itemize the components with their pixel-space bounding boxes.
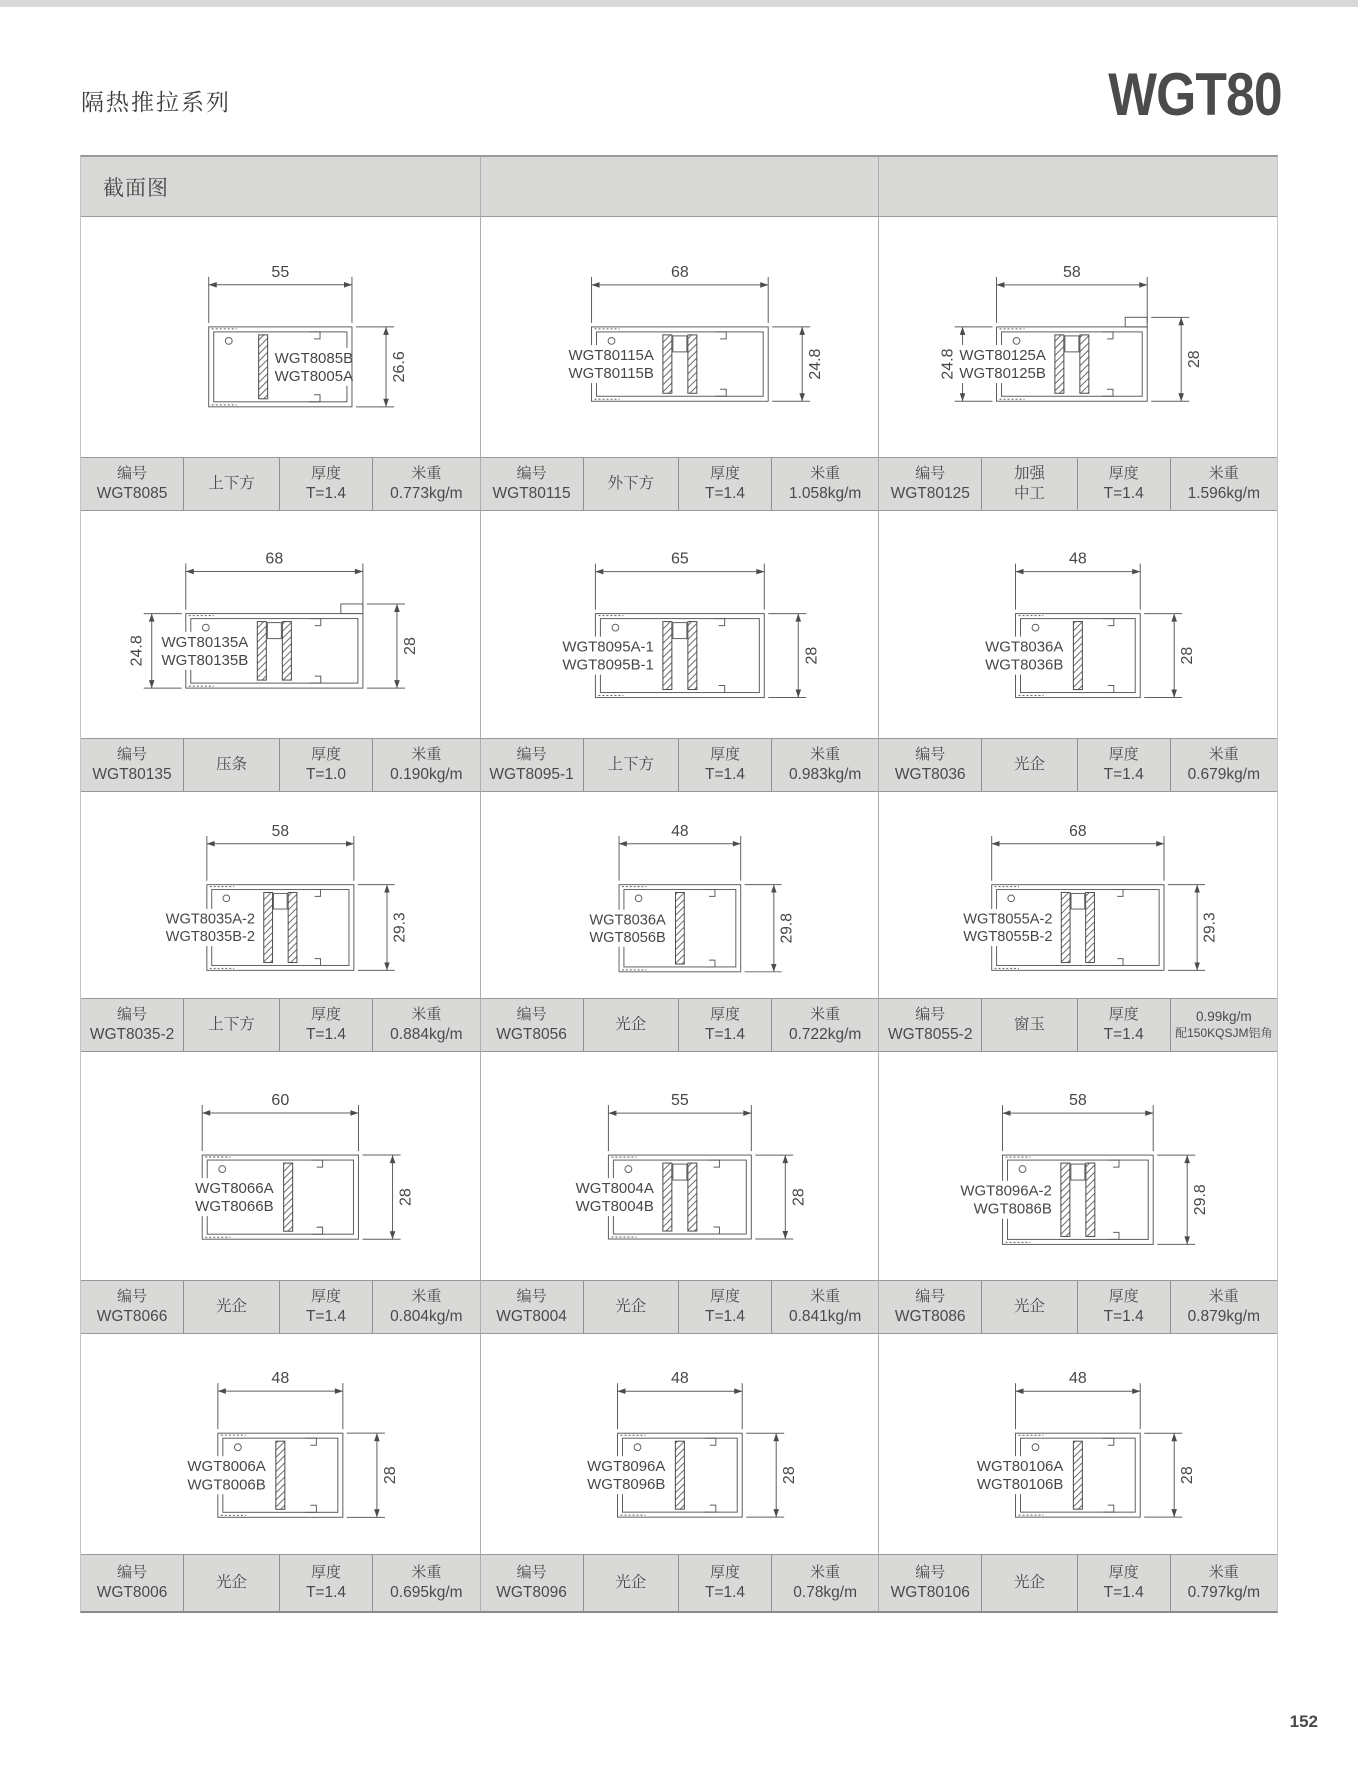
spec-code-value: WGT80125: [890, 484, 970, 502]
spec-thickness-value: T=1.4: [305, 1025, 347, 1043]
spec-thickness-header: 厚度: [310, 1563, 341, 1581]
spec-thickness-header: 厚度: [310, 1005, 341, 1023]
spec-type-cell: [583, 1555, 679, 1611]
profile-cross-section-figure: [487, 514, 873, 734]
spec-thickness-value: T=1.4: [704, 1307, 746, 1325]
spec-thickness-value: T=1.4: [1103, 484, 1144, 502]
profile-label-b: WGT8096B: [586, 1476, 666, 1494]
spec-thickness-header: 厚度: [1108, 1287, 1139, 1305]
spec-type-value: 上下方: [607, 755, 655, 773]
spec-strip: [81, 738, 480, 792]
spec-code-header: 编号: [516, 1563, 547, 1581]
profile-label-b: WGT80125B: [959, 364, 1047, 382]
profile-label-b: WGT8086B: [973, 1201, 1053, 1219]
profile-label-a: WGT8055A-2: [963, 911, 1053, 928]
spec-code-cell: [481, 999, 583, 1051]
spec-weight-header: 米重: [810, 1563, 841, 1581]
dim-height: 28: [1186, 349, 1204, 368]
table-header-section: [81, 157, 480, 217]
spec-type-cell: [981, 739, 1077, 791]
spec-weight-value: 0.797kg/m: [1187, 1583, 1260, 1601]
spec-weight-cell: [1170, 739, 1277, 791]
model-code: WGT80: [1108, 61, 1282, 128]
dim-height: 29.8: [777, 913, 795, 944]
spec-strip: [480, 457, 879, 511]
spec-code-value: WGT8095-1: [489, 765, 574, 783]
spec-code-cell: [81, 458, 183, 510]
profile-label-a: WGT8006A: [187, 1458, 266, 1476]
profile-cross-section-figure: [87, 1055, 474, 1276]
dim-height: 28: [780, 1466, 798, 1485]
spec-weight-value: 0.841kg/m: [788, 1307, 862, 1325]
spec-strip: [878, 998, 1277, 1052]
spec-thickness-cell: [1077, 739, 1170, 791]
profile-cross-section-figure: [885, 1055, 1271, 1276]
spec-weight-header: 米重: [411, 1005, 442, 1023]
spec-weight-header: 米重: [411, 1563, 442, 1581]
spec-type-value: 光企: [1013, 755, 1045, 773]
spec-thickness-header: 厚度: [310, 745, 341, 763]
spec-thickness-value: T=1.4: [704, 1025, 746, 1043]
spec-weight-value: 0.722kg/m: [788, 1025, 862, 1043]
spec-thickness-header: 厚度: [1108, 745, 1139, 763]
spec-type-cell: [183, 1555, 279, 1611]
spec-weight-value: 0.78kg/m: [793, 1583, 858, 1601]
spec-code-cell: [481, 1281, 583, 1333]
spec-thickness-header: 厚度: [1108, 1005, 1139, 1023]
dim-height: 28: [1179, 647, 1197, 665]
spec-strip: [81, 1554, 480, 1611]
spec-thickness-cell: [279, 999, 372, 1051]
profile-label-b: WGT8036B: [985, 656, 1064, 674]
spec-thickness-header: 厚度: [710, 464, 741, 482]
spec-code-header: 编号: [117, 464, 148, 482]
section-header-label: 截面图: [103, 176, 169, 200]
spec-weight-value: 0.695kg/m: [390, 1583, 463, 1601]
spec-strip: [480, 1554, 879, 1611]
spec-code-value: WGT80135: [92, 765, 172, 783]
table-header-col3: [878, 157, 1277, 217]
section-diagram-cell: [878, 792, 1277, 998]
profile-cross-section-figure: [885, 1337, 1271, 1550]
spec-thickness-value: T=1.4: [305, 484, 347, 502]
spec-type-cell: [583, 458, 679, 510]
dim-width: 55: [271, 262, 290, 281]
spec-thickness-value: T=1.4: [1103, 1583, 1144, 1601]
dim-height: 28: [380, 1466, 399, 1485]
page-top-strip: [0, 0, 1358, 7]
section-diagram-cell: [878, 1052, 1277, 1280]
spec-thickness-cell: [1077, 1281, 1170, 1333]
spec-weight-cell: [372, 1281, 480, 1333]
spec-code-header: 编号: [915, 745, 946, 763]
profile-label-b: WGT80115B: [568, 364, 654, 382]
dim-width: 68: [265, 549, 284, 568]
dim-width: 48: [1069, 1370, 1088, 1388]
spec-code-value: WGT8035-2: [89, 1025, 175, 1043]
spec-code-cell: [879, 1555, 981, 1611]
section-diagram-cell: [81, 1334, 480, 1554]
dim-height: 29.8: [1192, 1184, 1210, 1216]
spec-thickness-header: 厚度: [710, 1005, 741, 1023]
spec-thickness-header: 厚度: [1108, 464, 1139, 482]
spec-weight-cell: [771, 1281, 878, 1333]
spec-type-cell: [183, 739, 279, 791]
spec-code-header: 编号: [915, 1563, 946, 1581]
spec-type-cell: [981, 1281, 1077, 1333]
spec-thickness-value: T=1.4: [1103, 1307, 1144, 1325]
spec-thickness-header: 厚度: [1108, 1563, 1139, 1581]
spec-code-header: 编号: [117, 745, 148, 763]
spec-weight-header: 米重: [1208, 745, 1239, 763]
profile-label-b: WGT8006B: [187, 1476, 266, 1494]
spec-weight-cell: [771, 458, 878, 510]
dim-width: 65: [670, 551, 689, 569]
spec-weight-header: 米重: [411, 745, 442, 763]
spec-weight-cell: [771, 739, 878, 791]
profile-label-a: WGT8085B: [274, 349, 354, 367]
dim-height: 28: [802, 647, 820, 665]
spec-weight-cell: [771, 1555, 878, 1611]
profile-label-a: WGT8096A: [586, 1458, 666, 1476]
spec-weight-header: 米重: [810, 464, 841, 482]
spec-code-header: 编号: [915, 1287, 946, 1305]
spec-weight-header: 米重: [1208, 1563, 1239, 1581]
spec-code-cell: [81, 1555, 183, 1611]
spec-weight-header: 米重: [810, 745, 841, 763]
spec-type-value: 加强: [1013, 464, 1045, 482]
spec-code-value: WGT8085: [96, 484, 168, 502]
spec-thickness-cell: [279, 1281, 372, 1333]
spec-thickness-value: T=1.0: [305, 765, 347, 783]
profile-cross-section-figure: [87, 221, 474, 454]
profile-label-b: WGT8004B: [575, 1198, 654, 1216]
section-diagram-cell: [878, 1334, 1277, 1554]
spec-code-value: WGT8056: [496, 1025, 567, 1043]
spec-code-cell: [879, 739, 981, 791]
profile-label-b: WGT8066B: [195, 1198, 274, 1216]
spec-strip: [480, 998, 879, 1052]
spec-type-cell: [583, 739, 679, 791]
spec-thickness-cell: [678, 1281, 771, 1333]
spec-thickness-header: 厚度: [710, 1563, 741, 1581]
profile-label-b: WGT8056B: [589, 929, 666, 946]
spec-thickness-cell: [678, 739, 771, 791]
dim-width: 55: [670, 1092, 689, 1110]
spec-type-cell: [183, 1281, 279, 1333]
profile-cross-section-figure: [87, 514, 474, 734]
dim-height: 28: [396, 1188, 415, 1207]
spec-thickness-cell: [678, 999, 771, 1051]
spec-weight-value: 0.679kg/m: [1187, 765, 1260, 783]
spec-code-cell: [81, 739, 183, 791]
spec-type-cell: [183, 458, 279, 510]
spec-code-cell: [81, 999, 183, 1051]
profile-cross-section-figure: [487, 221, 873, 454]
section-diagram-cell: [480, 792, 879, 998]
spec-weight-cell: [1170, 1281, 1277, 1333]
spec-thickness-value: T=1.4: [704, 484, 746, 502]
spec-weight-value: 0.884kg/m: [390, 1025, 463, 1043]
spec-thickness-cell: [279, 739, 372, 791]
spec-weight-header: 米重: [411, 464, 442, 482]
spec-code-value: WGT8055-2: [888, 1025, 973, 1043]
spec-code-value: WGT8006: [96, 1583, 168, 1601]
spec-weight-cell: [1170, 1555, 1277, 1611]
spec-thickness-cell: [279, 458, 372, 510]
spec-weight-value: 0.99kg/m: [1196, 1009, 1252, 1025]
spec-strip: [480, 1280, 879, 1334]
spec-code-cell: [81, 1281, 183, 1333]
spec-weight-header: 米重: [1208, 464, 1239, 482]
dim-width: 48: [1069, 551, 1088, 569]
spec-weight-value: 1.058kg/m: [788, 484, 862, 502]
spec-code-cell: [481, 739, 583, 791]
profile-label-a: WGT8066A: [195, 1180, 274, 1198]
spec-weight-value: 0.190kg/m: [390, 765, 463, 783]
profile-cross-section-figure: [87, 1337, 474, 1550]
spec-code-value: WGT8096: [496, 1583, 567, 1601]
spec-thickness-value: T=1.4: [305, 1307, 347, 1325]
spec-thickness-cell: [678, 1555, 771, 1611]
dim-height: 26.6: [390, 350, 409, 383]
spec-thickness-cell: [1077, 458, 1170, 510]
spec-type-value: 光企: [615, 1015, 647, 1033]
section-diagram-cell: [878, 217, 1277, 457]
spec-code-value: WGT80106: [890, 1583, 970, 1601]
profile-label-a: WGT8004A: [575, 1180, 654, 1198]
spec-thickness-cell: [1077, 999, 1170, 1051]
spec-weight-cell: [372, 458, 480, 510]
spec-weight-value: 1.596kg/m: [1187, 484, 1260, 502]
spec-code-value: WGT8004: [496, 1307, 567, 1325]
spec-code-header: 编号: [915, 464, 946, 482]
spec-thickness-header: 厚度: [310, 1287, 341, 1305]
spec-thickness-header: 厚度: [710, 745, 741, 763]
dim-width: 58: [1063, 263, 1082, 281]
spec-code-value: WGT8066: [96, 1307, 168, 1325]
spec-code-header: 编号: [915, 1005, 946, 1023]
profile-label-b: WGT8055B-2: [963, 929, 1053, 946]
table-header-col2: [480, 157, 879, 217]
spec-type-cell: [183, 999, 279, 1051]
spec-type-cell: [981, 458, 1077, 510]
profile-label-b: WGT80106B: [977, 1476, 1064, 1494]
dim-height: 29.3: [1202, 912, 1220, 943]
profile-cross-section-figure: [487, 1337, 873, 1550]
profile-label-b: WGT8095B-1: [561, 656, 654, 674]
dim-width: 48: [670, 823, 689, 841]
dim-width: 48: [670, 1370, 689, 1388]
spec-weight-header: 米重: [810, 1287, 841, 1305]
section-diagram-cell: [480, 1334, 879, 1554]
spec-thickness-value: T=1.4: [704, 765, 746, 783]
section-diagram-cell: [480, 511, 879, 738]
spec-weight-header: 米重: [1208, 1287, 1239, 1305]
spec-type-value: 上下方: [208, 474, 255, 492]
spec-code-cell: [879, 999, 981, 1051]
spec-code-header: 编号: [516, 464, 547, 482]
spec-weight-cell: [771, 999, 878, 1051]
dim-width: 48: [271, 1369, 290, 1388]
page-number: 152: [1289, 1712, 1318, 1731]
dim-width: 58: [271, 823, 289, 841]
profile-cross-section-figure: [885, 795, 1271, 995]
section-diagram-cell: [81, 511, 480, 738]
spec-code-cell: [481, 1555, 583, 1611]
profile-label-a: WGT8036A: [589, 912, 666, 929]
profile-table: [80, 155, 1278, 1613]
spec-weight-value: 0.983kg/m: [788, 765, 862, 783]
spec-type-value: 窗玉: [1013, 1015, 1045, 1033]
profile-label-a: WGT8095A-1: [561, 638, 654, 656]
spec-code-value: WGT8086: [894, 1307, 966, 1325]
dim-height: 28: [1179, 1466, 1197, 1485]
spec-type-value: 光企: [216, 1297, 248, 1315]
spec-thickness-value: T=1.4: [305, 1583, 347, 1601]
dim-left-height: 24.8: [939, 348, 957, 380]
spec-weight-cell: [1170, 999, 1277, 1051]
profile-label-a: WGT80135A: [161, 634, 249, 652]
spec-type-value: 光企: [615, 1297, 647, 1315]
spec-type-cell: [981, 999, 1077, 1051]
dim-height: 29.3: [391, 912, 409, 943]
spec-thickness-value: T=1.4: [1103, 765, 1144, 783]
spec-code-header: 编号: [117, 1563, 148, 1581]
spec-weight-header: 米重: [810, 1005, 841, 1023]
spec-type-cell: [583, 999, 679, 1051]
section-diagram-cell: [480, 217, 879, 457]
spec-code-value: WGT8036: [894, 765, 966, 783]
profile-cross-section-figure: [487, 1055, 873, 1276]
profile-label-b: WGT8005A: [274, 367, 354, 385]
spec-type-value: 上下方: [208, 1015, 255, 1033]
spec-code-cell: [879, 1281, 981, 1333]
spec-type-value-2: 中工: [1013, 485, 1045, 502]
spec-weight-value: 0.879kg/m: [1187, 1307, 1260, 1325]
spec-thickness-header: 厚度: [710, 1287, 741, 1305]
dim-left-height: 24.8: [127, 635, 146, 667]
spec-strip: [81, 998, 480, 1052]
spec-code-header: 编号: [516, 745, 547, 763]
dim-width: 68: [1069, 823, 1087, 841]
spec-strip: [878, 1554, 1277, 1611]
section-diagram-cell: [81, 217, 480, 457]
spec-weight-cell: [372, 1555, 480, 1611]
spec-type-value: 光企: [216, 1573, 248, 1591]
dim-height: 28: [789, 1188, 807, 1207]
spec-type-cell: [981, 1555, 1077, 1611]
spec-type-value: 外下方: [607, 474, 655, 492]
spec-type-value: 光企: [615, 1573, 647, 1591]
spec-thickness-cell: [678, 458, 771, 510]
profile-label-b: WGT80135B: [161, 652, 249, 670]
section-diagram-cell: [878, 511, 1277, 738]
spec-code-value: WGT80115: [492, 484, 571, 502]
section-diagram-cell: [81, 792, 480, 998]
spec-type-value: 光企: [1013, 1297, 1045, 1315]
spec-strip: [878, 738, 1277, 792]
spec-weight-cell: [372, 999, 480, 1051]
profile-cross-section-figure: [885, 514, 1271, 734]
spec-strip: [480, 738, 879, 792]
spec-weight-cell: [1170, 458, 1277, 510]
profile-label-a: WGT8036A: [985, 638, 1064, 656]
spec-code-header: 编号: [117, 1287, 148, 1305]
spec-code-cell: [481, 458, 583, 510]
spec-weight-value: 0.773kg/m: [390, 484, 463, 502]
section-diagram-cell: [480, 1052, 879, 1280]
spec-strip: [81, 1280, 480, 1334]
spec-strip: [878, 1280, 1277, 1334]
spec-type-cell: [583, 1281, 679, 1333]
spec-strip: [81, 457, 480, 511]
spec-code-header: 编号: [516, 1005, 547, 1023]
series-title: 隔热推拉系列: [81, 89, 231, 115]
spec-code-header: 编号: [516, 1287, 547, 1305]
spec-type-value: 压条: [216, 755, 248, 773]
spec-weight-value: 0.804kg/m: [390, 1307, 463, 1325]
profile-cross-section-figure: [87, 795, 474, 995]
profile-label-a: WGT8035A-2: [165, 911, 255, 928]
spec-thickness-cell: [279, 1555, 372, 1611]
spec-weight-note: 配150KQSJM铝角: [1175, 1025, 1273, 1040]
dim-width: 60: [271, 1091, 290, 1110]
profile-label-a: WGT80115A: [568, 346, 654, 364]
spec-type-value: 光企: [1013, 1573, 1045, 1591]
profile-cross-section-figure: [885, 221, 1271, 454]
dim-width: 58: [1069, 1092, 1088, 1110]
dim-height: 24.8: [806, 348, 824, 380]
profile-label-a: WGT80125A: [959, 346, 1047, 364]
spec-thickness-value: T=1.4: [704, 1583, 746, 1601]
spec-thickness-value: T=1.4: [1103, 1025, 1144, 1043]
profile-label-a: WGT8096A-2: [960, 1183, 1053, 1201]
section-diagram-cell: [81, 1052, 480, 1280]
spec-weight-cell: [372, 739, 480, 791]
spec-strip: [878, 457, 1277, 511]
profile-label-a: WGT80106A: [977, 1458, 1064, 1476]
profile-label-b: WGT8035B-2: [165, 929, 255, 946]
profile-cross-section-figure: [487, 795, 873, 995]
spec-thickness-cell: [1077, 1555, 1170, 1611]
spec-thickness-header: 厚度: [310, 464, 341, 482]
spec-code-cell: [879, 458, 981, 510]
spec-weight-header: 米重: [411, 1287, 442, 1305]
dim-height: 28: [400, 637, 419, 656]
dim-width: 68: [670, 263, 689, 281]
spec-code-header: 编号: [117, 1005, 148, 1023]
